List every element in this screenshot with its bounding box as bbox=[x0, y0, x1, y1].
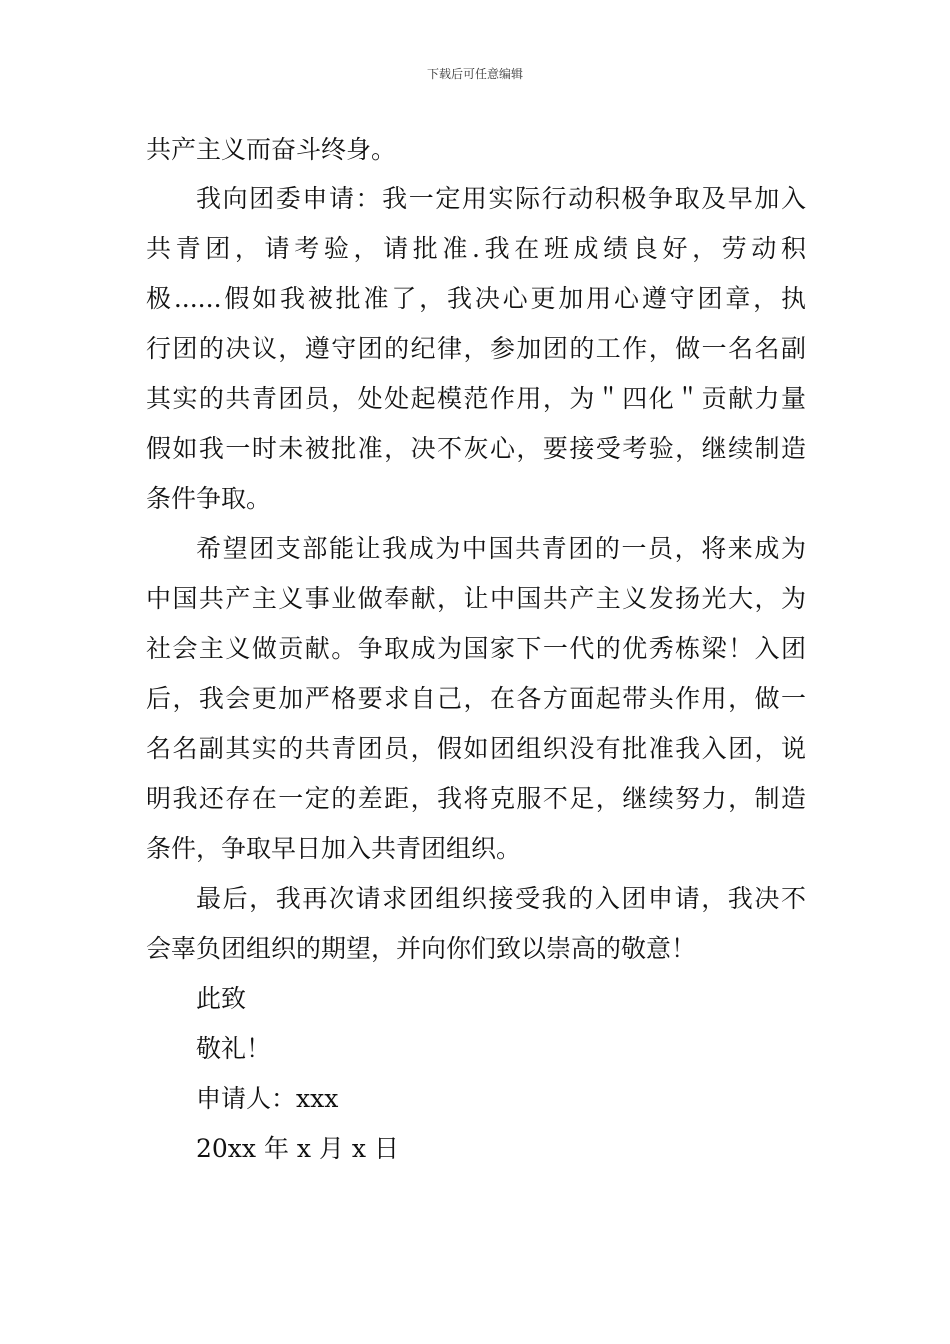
body-line: 极......假如我被批准了，我决心更加用心遵守团章，执 bbox=[146, 284, 806, 313]
body-line: 假如我一时未被批准，决不灰心，要接受考验，继续制造 bbox=[146, 434, 806, 463]
body-line: 条件争取。 bbox=[146, 484, 272, 513]
body-line: 会辜负团组织的期望，并向你们致以崇高的敬意！ bbox=[146, 934, 697, 963]
body-line: 明我还存在一定的差距，我将克服不足，继续努力，制造 bbox=[146, 784, 806, 813]
body-line: 条件，争取早日加入共青团组织。 bbox=[146, 834, 522, 863]
closing-salutation: 此致 bbox=[196, 984, 247, 1013]
body-line: 其实的共青团员，处处起模范作用，为＂四化＂贡献力量 bbox=[146, 384, 806, 413]
page-header-note: 下载后可任意编辑 bbox=[426, 67, 523, 81]
closing-regards: 敬礼！ bbox=[196, 1034, 272, 1063]
body-line: 最后，我再次请求团组织接受我的入团申请，我决不 bbox=[196, 884, 806, 913]
application-date: 20xx 年 x 月 x 日 bbox=[196, 1134, 399, 1163]
body-line: 后，我会更加严格要求自己，在各方面起带头作用，做一 bbox=[146, 684, 806, 713]
body-line: 共青团，请考验，请批准.我在班成绩良好，劳动积 bbox=[146, 234, 806, 263]
body-line: 名名副其实的共青团员，假如团组织没有批准我入团，说 bbox=[146, 734, 806, 763]
applicant-signature: 申请人：xxx bbox=[196, 1084, 339, 1113]
body-line: 中国共产主义事业做奉献，让中国共产主义发扬光大，为 bbox=[146, 584, 806, 613]
body-line: 我向团委申请：我一定用实际行动积极争取及早加入 bbox=[196, 184, 806, 213]
body-line: 共产主义而奋斗终身。 bbox=[146, 135, 397, 164]
body-line: 社会主义做贡献。争取成为国家下一代的优秀栋梁！入团 bbox=[146, 634, 806, 663]
body-line: 行团的决议，遵守团的纪律，参加团的工作，做一名名副 bbox=[146, 334, 806, 363]
body-line: 希望团支部能让我成为中国共青团的一员，将来成为 bbox=[196, 534, 806, 563]
